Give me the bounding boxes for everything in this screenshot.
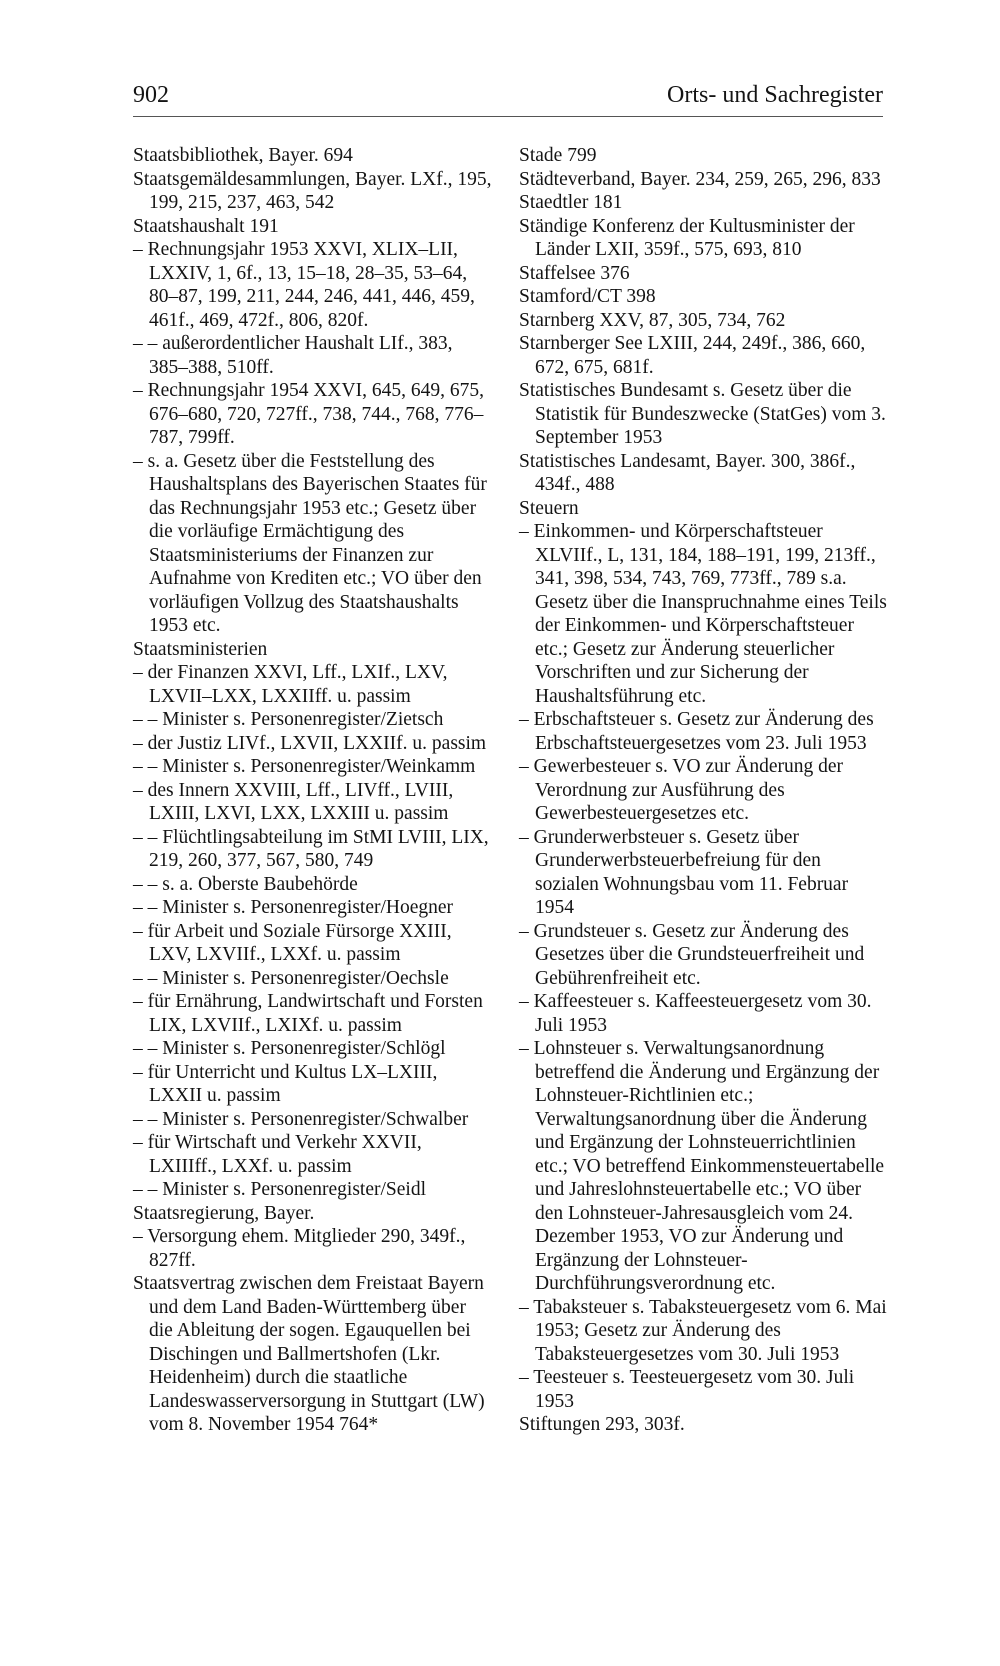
running-head: Orts- und Sachregister xyxy=(667,82,883,108)
index-entry: Ständige Konferenz der Kultusminister der Länder LXII, 359f., 575, 693, 810 xyxy=(519,215,855,260)
index-entry: – Gewerbesteuer s. VO zur Änderung der Verordnung zur Ausführung des Gewerbesteuergesetzes etc. xyxy=(519,756,843,824)
index-entry: Staedtler 181 xyxy=(519,192,623,213)
index-entry: – Tabaksteuer s. Tabaksteuergesetz vom 6. Mai 1953; Gesetz zur Änderung des Tabaksteuergesetzes vom 30. Juli 1953 xyxy=(519,1296,887,1365)
index-entry: Staatsministerien xyxy=(133,638,268,660)
index-entry: – – s. a. Oberste Baubehörde xyxy=(133,873,358,895)
index-entry: Stade 799 xyxy=(519,145,597,166)
index-entry: – – Minister s. Personenregister/Weinkamm xyxy=(133,756,476,777)
index-entry: – – Minister s. Personenregister/Seidl xyxy=(133,1179,427,1200)
index-entry: Städteverband, Bayer. 234, 259, 265, 296, 833 xyxy=(519,168,881,190)
index-entry: – Grunderwerbsteuer s. Gesetz über Grunderwerbsteuerbefreiung für den sozialen Wohnungsbau vom 11. Februar 1954 xyxy=(519,826,849,918)
index-entry: – für Unterricht und Kultus LX–LXIII, LXXII u. passim xyxy=(133,1061,438,1106)
index-entry: – Erbschaftsteuer s. Gesetz zur Änderung des Erbschaftsteuergesetzes vom 23. Juli 1953 xyxy=(519,709,874,754)
index-entry: – – Minister s. Personenregister/Oechsle xyxy=(133,967,449,989)
index-entry: Starnberger See LXIII, 244, 249f., 386, 660, 672, 675, 681f. xyxy=(519,333,866,378)
index-entry: Steuern xyxy=(519,497,579,519)
index-entry: Staatsvertrag zwischen dem Freistaat Bayern und dem Land Baden-Württemberg über die Ableitung der sogen. Egauquellen bei Dischingen und Ballmertshofen (Lkr. Heidenheim) durch die staatliche Landeswasserversorgung in Stuttgart (LW) vom 8. November 1954 764* xyxy=(133,1273,485,1435)
index-entry: – Grundsteuer s. Gesetz zur Änderung des Gesetzes über die Grundsteuerfreiheit und Gebührenfreiheit etc. xyxy=(519,920,865,989)
index-entry: Staffelsee 376 xyxy=(519,262,630,284)
index-entry: Stamford/CT 398 xyxy=(519,286,656,307)
index-entry: – des Innern XXVIII, Lff., LIVff., LVIII, LXIII, LXVI, LXX, LXXIII u. passim xyxy=(133,779,454,824)
index-entry: – – Minister s. Personenregister/Hoegner xyxy=(133,897,454,918)
index-entry: – Rechnungsjahr 1954 XXVI, 645, 649, 675, 676–680, 720, 727ff., 738, 744., 768, 776–787, 799ff. xyxy=(133,380,484,448)
index-entry: – Lohnsteuer s. Verwaltungsanordnung betreffend die Änderung und Ergänzung der Lohnsteuer-Richtlinien etc.; Verwaltungsanordnung über die Änderung und Ergänzung der Lohnsteuerrichtlinien etc.; VO betreffend Einkommensteuertabelle und Jahreslohnsteuertabelle etc.; VO über den Lohnsteuer-Jahresausgleich vom 24. Dezember 1953, VO zur Änderung und Ergänzung der Lohnsteuer-Durchführungsverordnung etc. xyxy=(519,1038,885,1294)
page-number: 902 xyxy=(133,82,169,108)
index-entry: – Teesteuer s. Teesteuergesetz vom 30. Juli 1953 xyxy=(519,1367,855,1412)
index-entry: – der Finanzen XXVI, Lff., LXIf., LXV, LXVII–LXX, LXXIIff. u. passim xyxy=(133,662,448,707)
index-entry: – für Wirtschaft und Verkehr XXVII, LXIIIff., LXXf. u. passim xyxy=(133,1132,422,1177)
index-entry: – für Arbeit und Soziale Fürsorge XXIII, LXV, LXVIIf., LXXf. u. passim xyxy=(133,920,452,965)
index-entry: – Rechnungsjahr 1953 XXVI, XLIX–LII, LXXIV, 1, 6f., 13, 15–18, 28–35, 53–64, 80–87, 199, 211, 244, 246, 441, 446, 459, 461f., 469, 472f., 806, 820f. xyxy=(133,239,475,331)
page-header xyxy=(133,80,883,117)
index-entry: Stiftungen 293, 303f. xyxy=(519,1414,685,1435)
left-column xyxy=(133,144,493,1437)
index-entry: Statistisches Landesamt, Bayer. 300, 386f., 434f., 488 xyxy=(519,450,856,495)
right-column xyxy=(519,144,887,1437)
index-entry: – – außerordentlicher Haushalt LIf., 383, 385–388, 510ff. xyxy=(133,333,453,378)
index-entry: Starnberg XXV, 87, 305, 734, 762 xyxy=(519,309,786,331)
index-entry: Statistisches Bundesamt s. Gesetz über die Statistik für Bundeszwecke (StatGes) vom 3. September 1953 xyxy=(519,380,886,448)
index-entry: – der Justiz LIVf., LXVII, LXXIIf. u. passim xyxy=(133,732,487,754)
index-entry: – Kaffeesteuer s. Kaffeesteuergesetz vom 30. Juli 1953 xyxy=(519,991,872,1036)
index-entry: – – Minister s. Personenregister/Zietsch xyxy=(133,709,444,730)
index-entry: Staatsgemäldesammlungen, Bayer. LXf., 195, 199, 215, 237, 463, 542 xyxy=(133,168,492,213)
index-entry: Staatsbibliothek, Bayer. 694 xyxy=(133,145,353,166)
index-entry: Staatshaushalt 191 xyxy=(133,215,279,237)
index-entry: – s. a. Gesetz über die Feststellung des Haushaltsplans des Bayerischen Staates für das Rechnungsjahr 1953 etc.; Gesetz über die vorläufige Ermächtigung des Staatsministeriums der Finanzen zur Aufnahme von Krediten etc.; VO über den vorläufigen Vollzug des Staatshaushalts 1953 etc. xyxy=(133,450,487,636)
index-entry: – – Minister s. Personenregister/Schlögl xyxy=(133,1038,446,1059)
index-entry: – Versorgung ehem. Mitglieder 290, 349f., 827ff. xyxy=(133,1226,466,1271)
index-entry: – für Ernährung, Landwirtschaft und Forsten LIX, LXVIIf., LXIXf. u. passim xyxy=(133,991,483,1036)
index-entry: – – Flüchtlingsabteilung im StMI LVIII, LIX, 219, 260, 377, 567, 580, 749 xyxy=(133,826,489,871)
index-entry: – Einkommen- und Körperschaftsteuer XLVIIf., L, 131, 184, 188–191, 199, 213ff., 341, 398, 534, 743, 769, 773ff., 789 s.a. Gesetz über die Inanspruchnahme eines Teils der Einkommen- und Körperschaftsteuer etc.; Gesetz zur Änderung steuerlicher Vorschriften und zur Sicherung der Haushaltsführung etc. xyxy=(519,521,887,707)
index-entry: Staatsregierung, Bayer. xyxy=(133,1202,315,1224)
index-entry: – – Minister s. Personenregister/Schwalber xyxy=(133,1108,469,1130)
